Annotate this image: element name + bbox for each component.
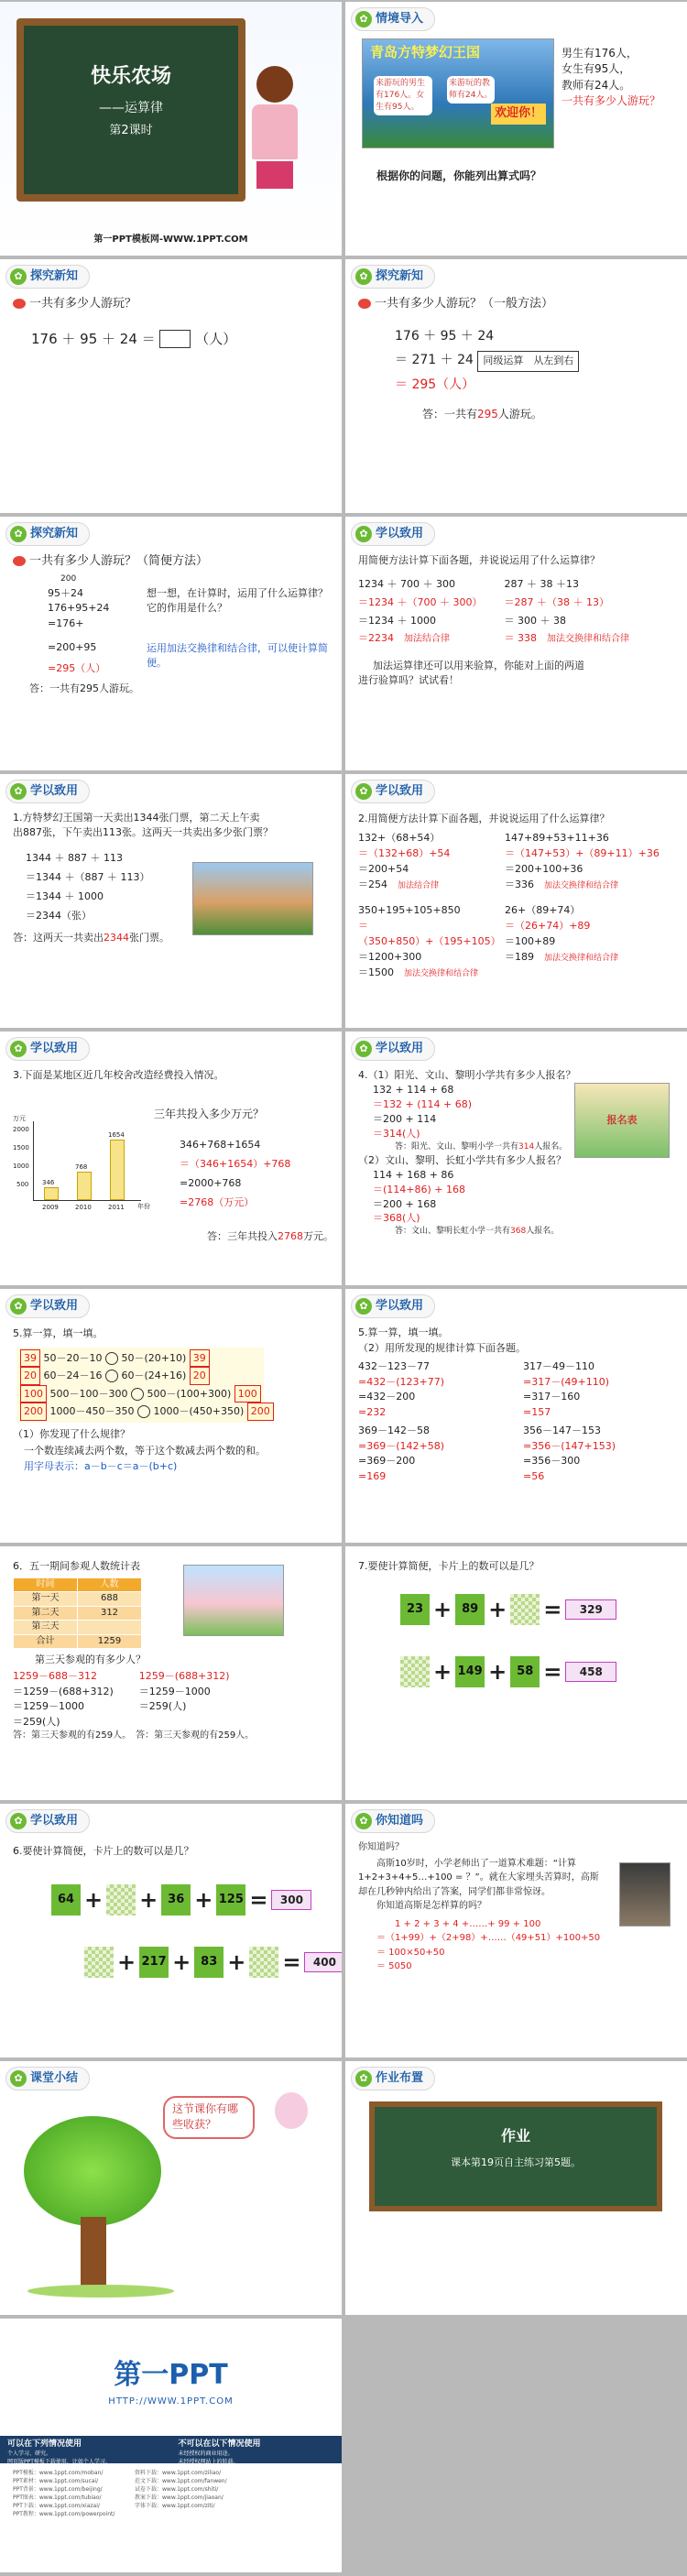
leaf-icon: ✿: [10, 268, 27, 285]
slide-did-you-know: ✿ 你知道吗 你知道吗？ 高斯10岁时，小学老师出了一道算术难题：“计算 1+2+3+4+5…+100 = ？”。就在大家埋头苦算时，高斯却在几秒钟内给出了答案，同学们都非常惊讶。 你知道高斯是怎样算的吗？ 1 + 2 + 3 + 4 +……+ 99 + 100 ＝（1+99）+（2+98）+……（49+51）+100+50 ＝ 100×50+50 ＝ 5050: [345, 1804, 687, 2058]
link[interactable]: 范文下载：www.1ppt.com/fanwen/: [135, 2478, 227, 2484]
castle-picture: [192, 862, 313, 935]
slide-practice-7: ✿ 学以致用 5.算一算，填一填。 （2）用所发现的规律计算下面各题。 432－123－77 =432－(123+77) =432－200 =232 317－49－110 =317－(49+110) =317－160 =157 369－142－58 =369－(142+58) =369－200 =169 356－147－153 =356－(147+153) =356－300 =56: [345, 1289, 687, 1543]
slide-practice-4: ✿ 学以致用 3.下面是某地区近几年校舍改造经费投入情况。 万元 2000 1500 1000 500 346 2009 768 2010 1654 2011 年份 三年共投入多少万元？ 346+768+1654 ＝（346+1654）+768 =2000+768 =2768（万元） 答：三年共投入2768万元。: [0, 1031, 342, 1285]
leaf-icon: ✿: [10, 1041, 27, 1057]
link[interactable]: 资料下载：www.1ppt.com/ziliao/: [135, 2470, 222, 2476]
park-picture: 青岛方特梦幻王国 来游玩的男生有176人。女生有95人。 来游玩的教师有24人。 欢迎你！: [362, 38, 554, 148]
chart-value-label: 346: [42, 1179, 55, 1187]
blank-card[interactable]: [106, 1884, 136, 1916]
slide-title: [0, 2, 342, 256]
chart-tick-label: 2010: [75, 1204, 92, 1211]
leaf-icon: ✿: [10, 1813, 27, 1829]
answer-box[interactable]: [159, 330, 191, 348]
blank-card[interactable]: [249, 1947, 278, 1978]
brand-logo: 第一PPT: [114, 2359, 228, 2391]
slide-credits: 第一PPT HTTP://WWW.1PPT.COM 可以在下列情况使用 个人学习、研究。 网页版PPT模板下载使用，比如个人学习。 不可以在以下情况使用 未经授权的商业用途。 未经授权网站上的转载。 PPT模板：www.1ppt.com/moban/ PPT素材：www.1ppt.com/sucai/ PPT背景：www.1ppt.com/beijing/ PPT图表：www.1ppt.com/tubiao/ PPT下载：www.1ppt.com/xiazai/ PPT教程：www.1ppt.com/powerpoint/ 资料下载：www.1ppt.com/ziliao/ 范文下载：www.1ppt.com/fanwen/ 试卷下载：www.1ppt.com/shiti/ 教案下载：www.1ppt.com/jiaoan/ 字体下载：www.1ppt.com/ziti/: [0, 2319, 342, 2572]
leaf-icon: ✿: [355, 783, 372, 800]
link[interactable]: PPT教程：www.1ppt.com/powerpoint/: [13, 2511, 115, 2517]
slide-practice-1: ✿ 学以致用 用简便方法计算下面各题，并说说运用了什么运算律？ 1234 ＋ 700 ＋ 300 ＝1234 ＋（700 ＋ 300） ＝1234 ＋ 1000 ＝2234 加法结合律 287 ＋ 38 ＋13 ＝287 ＋（38 ＋ 13） ＝ 300 ＋ 38 ＝ 338 加法交换律和结合律 加法运算律还可以用来验算，你能对上面的两道 进行验算吗？试试看！: [345, 517, 687, 770]
slide-summary: ✿ 课堂小结 这节课你有哪些收获？: [0, 2061, 342, 2315]
compare-circle[interactable]: [137, 1405, 150, 1418]
teacher-illustration: [247, 66, 302, 213]
leaf-icon: ✿: [355, 526, 372, 542]
apple-icon: [13, 299, 26, 309]
leaf-icon: ✿: [355, 1298, 372, 1315]
card-row-2: + 217 + 83 + = 400: [84, 1947, 342, 1979]
leaf-icon: ✿: [10, 2070, 27, 2087]
lesson-label: 第2课时: [109, 124, 153, 138]
leaf-icon: ✿: [355, 2070, 372, 2087]
link[interactable]: PPT下载：www.1ppt.com/xiazai/: [13, 2503, 100, 2509]
slide-homework: ✿ 作业布置 作业 课本第19页自主练习第5题。: [345, 2061, 687, 2315]
leaf-icon: ✿: [355, 268, 372, 285]
fairy-illustration: [275, 2092, 308, 2129]
chart-value-label: 768: [75, 1163, 88, 1172]
link[interactable]: 字体下载：www.1ppt.com/ziti/: [135, 2503, 215, 2509]
chart-bar: [77, 1172, 92, 1200]
slide-practice-6: ✿ 学以致用 5.算一算，填一填。 39 50－20－10 50－(20+10) 39 20 60－24－16 60－(24+16) 20 100 500－100－300 500－(100+300) 100 200 1000－450－350 1000－(450+350) 200 （1）你发现了什么规律？ 一个数连续减去两个数，等于这个数减去两个数的和。 用字母表示：a－b－c＝a－(b+c): [0, 1289, 342, 1543]
footer-text: 第一PPT模板网-WWW.1PPT.COM: [93, 234, 248, 245]
chart-bar: [110, 1140, 125, 1200]
slide-explore-3: ✿ 探究新知 一共有多少人游玩？（简便方法） 200 95＋24 176+95+24 =176+ =200+95 =295（人） 答：一共有295人游玩。 想一想，在计算时，运用了什么运算律？它的作用是什么？ 运用加法交换律和结合律，可以使计算简便。: [0, 517, 342, 770]
slide-subtitle: ——运算律: [99, 100, 163, 115]
leaf-icon: ✿: [355, 1813, 372, 1829]
slide-title-text: 快乐农场: [90, 65, 171, 88]
link[interactable]: PPT模板：www.1ppt.com/moban/: [13, 2470, 104, 2476]
apple-icon: [13, 556, 26, 566]
link[interactable]: PPT素材：www.1ppt.com/sucai/: [13, 2478, 99, 2484]
slide-scenario: ✿ 情境导入 青岛方特梦幻王国 来游玩的男生有176人。女生有95人。 来游玩的教师有24人。 欢迎你！ 男生有176人， 女生有95人， 教师有24人。 一共有多少人游玩？ 根据你的问题，你能列出算式吗？: [345, 2, 687, 256]
slide-practice-2: ✿ 学以致用 1.方特梦幻王国第一天卖出1344张门票，第二天上午卖 出887张，下午卖出113张。这两天一共卖出多少张门票？ 1344 ＋ 887 ＋ 113 ＝1344 ＋（887 ＋ 113） ＝1344 ＋ 1000 ＝2344（张） 答：这两天一共卖出2344张门票。: [0, 774, 342, 1028]
slide-practice-5: ✿ 学以致用 4.（1）阳光、文山、黎明小学共有多少人报名？ 132 + 114 + 68 ＝132 + (114 + 68) ＝200 + 114 ＝314(人) 答：阳光、文山、黎明小学一共有314人报名。 （2）文山、黎明、长虹小学共有多少人报名？ 114 + 168 + 86 ＝(114+86) + 168 ＝200 + 168 ＝368(人) 答：文山、黎明长虹小学一共有368人报名。 报名表: [345, 1031, 687, 1285]
slide-explore-1: ✿ 探究新知 一共有多少人游玩？ 176 ＋ 95 ＋ 24 ＝ （人）: [0, 259, 342, 513]
link[interactable]: PPT背景：www.1ppt.com/beijing/: [13, 2486, 103, 2493]
bar-chart: 万元 2000 1500 1000 500 346 2009 768 2010 1654 2011 年份: [13, 1115, 150, 1211]
section-tag: ✿ 情境导入: [351, 7, 435, 31]
homework-board: 作业 课本第19页自主练习第5题。: [369, 2101, 662, 2211]
leaf-icon: ✿: [355, 11, 372, 27]
slide-practice-3: ✿ 学以致用 2.用简便方法计算下面各题，并说说运用了什么运算律？ 132+（68+54） ＝（132+68）+54 ＝200+54 ＝254 加法结合律 147+89+53+11+36 ＝（147+53）+（89+11）+36 ＝200+100+36 ＝336 加法交换律和结合律 350+195+105+850 ＝（350+850）+（195+105） ＝1200+300 ＝1500 加法交换律和结合律 26+（89+74） ＝（26+74）+89 ＝100+89 ＝189 加法交换律和结合律: [345, 774, 687, 1028]
compare-circle[interactable]: [105, 1370, 118, 1382]
leaf-icon: ✿: [355, 1041, 372, 1057]
leaf-icon: ✿: [10, 783, 27, 800]
leaf-icon: ✿: [10, 526, 27, 542]
blank-card[interactable]: [400, 1656, 430, 1687]
link[interactable]: PPT图表：www.1ppt.com/tubiao/: [13, 2494, 102, 2501]
gauss-portrait: [619, 1862, 671, 1927]
empty-cell: [345, 2319, 687, 2572]
compare-circle[interactable]: [131, 1388, 144, 1401]
slide-explore-2: ✿ 探究新知 一共有多少人游玩？（一般方法） 176 ＋ 95 ＋ 24 ＝ 271 ＋ 24 同级运算 从左到右 ＝ 295（人） 答：一共有295人游玩。: [345, 259, 687, 513]
blackboard: [16, 18, 245, 202]
chart-value-label: 1654: [108, 1130, 125, 1139]
visitor-table: 时间 人数 第一天 688 第二天 312 第三天 合计 1259: [13, 1577, 142, 1650]
card-row-2: + 149 + 58 = 458: [400, 1656, 616, 1688]
leaf-icon: ✿: [10, 1298, 27, 1315]
compare-circle[interactable]: [105, 1352, 118, 1365]
link[interactable]: 教案下载：www.1ppt.com/jiaoan/: [135, 2494, 224, 2501]
signup-picture: 报名表: [574, 1083, 670, 1158]
slide-practice-9: 7.要使计算简便，卡片上的数可以是几？ 23 + 89 + = 329 + 149 + 58 = 458: [345, 1546, 687, 1800]
chart-tick-label: 2011: [108, 1204, 125, 1211]
link-list: [13, 2469, 251, 2518]
card-row-1: 23 + 89 + = 329: [400, 1594, 616, 1626]
chart-tick-label: 2009: [42, 1204, 59, 1211]
blank-card[interactable]: [84, 1947, 114, 1978]
chart-bar: [44, 1187, 59, 1200]
link[interactable]: 试卷下载：www.1ppt.com/shiti/: [135, 2486, 219, 2493]
question-bubble: 这节课你有哪些收获？: [163, 2096, 255, 2139]
slide-practice-10: ✿ 学以致用 6.要使计算简便，卡片上的数可以是几？ 64 + + 36 + 125 = 300 + 217 + 83 + = 400: [0, 1804, 342, 2058]
slide-practice-8: 6．五一期间参观人数统计表 时间 人数 第一天 688 第二天 312 第三天 合计 1259 第三天参观的有多少人？ 1259－688－312 ＝1259－(688+312) ＝1259－1000 ＝259(人) 1259－(688+312) ＝1259－1000 ＝259(人) 答：第三天参观的有259人。 答：第三天参观的有259人。: [0, 1546, 342, 1800]
apple-icon: [358, 299, 371, 309]
blank-card[interactable]: [510, 1594, 540, 1625]
card-row-1: 64 + + 36 + 125 = 300: [51, 1884, 311, 1916]
school-picture: [183, 1565, 284, 1636]
